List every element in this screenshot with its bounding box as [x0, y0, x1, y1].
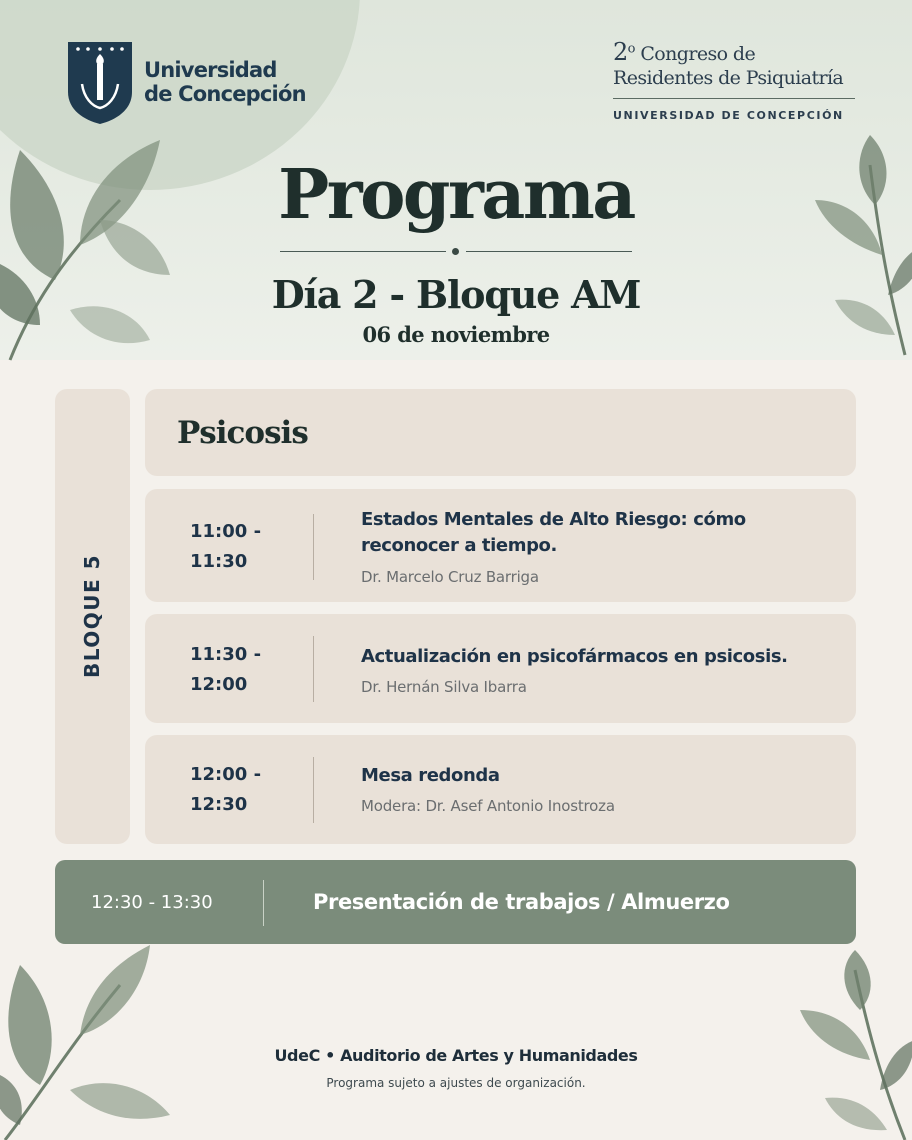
footer-note: Programa sujeto a ajustes de organización. [326, 1076, 586, 1090]
session-time-end: 12:00 [190, 674, 248, 695]
leaves-bottom-left-icon [0, 925, 190, 1140]
session-time-start: 11:30 - [190, 644, 262, 665]
lunch-label: Presentación de trabajos / Almuerzo [313, 890, 730, 914]
logo-line-1: Universidad [144, 58, 277, 82]
event-date: 06 de noviembre [362, 322, 550, 347]
logo-line-2: de Concepción [144, 82, 306, 106]
page-title: Programa [278, 155, 634, 235]
session-divider [313, 757, 314, 823]
lunch-bar [55, 860, 856, 944]
session-title: Estados Mentales de Alto Riesgo: cómo reconocer a tiempo. [361, 509, 746, 556]
session-time [190, 640, 285, 700]
congress-name [613, 40, 858, 122]
congress-line-2: Residentes de Psiquiatría [613, 67, 844, 89]
session-time-start: 12:00 - [190, 764, 262, 785]
session-speaker: Dr. Hernán Silva Ibarra [361, 678, 527, 696]
section-header-card [145, 389, 856, 476]
university-logo [66, 40, 316, 124]
session-speaker: Dr. Marcelo Cruz Barriga [361, 568, 539, 586]
congress-divider [613, 98, 855, 99]
congress-ordinal: o [627, 41, 635, 57]
session-speaker: Modera: Dr. Asef Antonio Inostroza [361, 797, 615, 815]
session-time [190, 517, 285, 577]
lunch-time: 12:30 - 13:30 [91, 892, 213, 913]
congress-number: 2 [613, 38, 628, 66]
title-dot [452, 248, 459, 255]
section-title: Psicosis [177, 415, 308, 451]
congress-university: UNIVERSIDAD DE CONCEPCIÓN [613, 109, 844, 122]
page-subtitle: Día 2 - Bloque AM [271, 272, 641, 317]
session-card [145, 735, 856, 844]
session-divider [313, 636, 314, 702]
session-title: Mesa redonda [361, 765, 500, 786]
lunch-divider [263, 880, 264, 926]
session-time-end: 11:30 [190, 551, 248, 572]
leaves-bottom-right-icon [775, 950, 912, 1140]
title-rule-right [466, 251, 632, 252]
university-shield-icon [66, 40, 134, 124]
congress-line-1: Congreso de [640, 43, 756, 65]
session-title: Actualización en psicofármacos en psicosis. [361, 646, 788, 667]
session-time [190, 760, 285, 820]
block-label: BLOQUE 5 [80, 553, 104, 679]
session-card [145, 614, 856, 723]
session-time-start: 11:00 - [190, 521, 262, 542]
session-divider [313, 514, 314, 580]
session-card [145, 489, 856, 602]
session-time-end: 12:30 [190, 794, 248, 815]
footer-venue: UdeC • Auditorio de Artes y Humanidades [274, 1046, 638, 1065]
title-rule-left [280, 251, 446, 252]
